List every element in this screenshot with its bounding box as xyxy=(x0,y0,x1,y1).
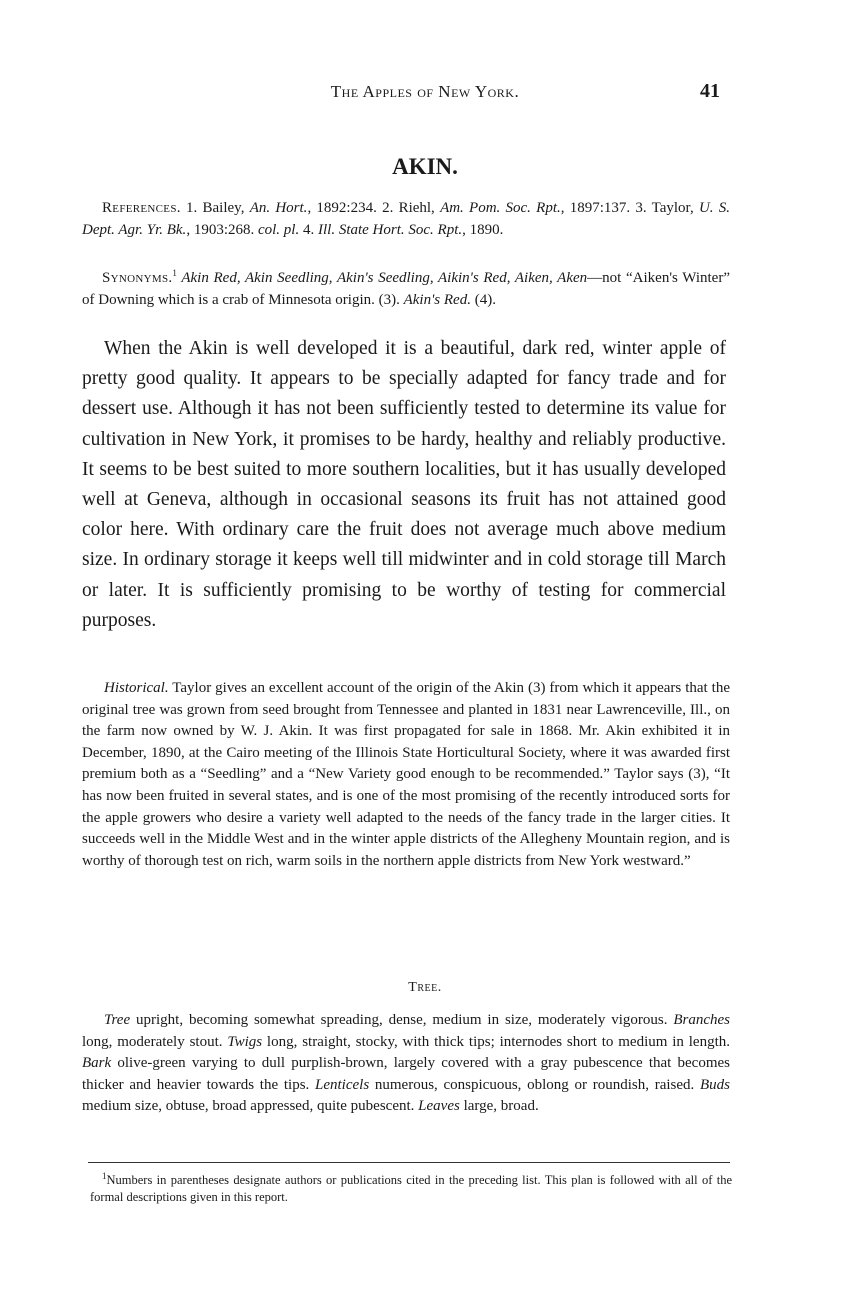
synonym-note: —not “Aiken's Winter” of Downing which is a crab of Minnesota origin. (3). xyxy=(82,270,730,308)
tree-text-segment: upright, becoming somewhat spreading, dense, medium in size, moderately vigorous. xyxy=(130,1012,674,1028)
historical-block xyxy=(82,678,730,872)
tree-text xyxy=(82,1010,730,1118)
tree-term: Tree xyxy=(104,1012,131,1028)
tree-term: Branches xyxy=(673,1012,730,1028)
page-number: 41 xyxy=(700,80,720,102)
historical-text: Taylor gives an excellent account of the origin of the Akin (3) from which it appears that the original tree was grown from seed brought from Tennessee and planted in 1831 near Lawrenceville, Ill., on the farm now owned by W. J. Akin. It was first propagated for sale in 1868. Mr. Akin exhibited it in December, 1890, at the Cairo meeting of the Illinois State Horticultural Society, where it was awarded first premium both as a “Seedling” and a “New Variety good enough to be recommended.” Taylor says (3), “It has now been fruited in several states, and is one of the most promising of the recently introduced sorts for the apple growers who desire a variety well adapted to the needs of the fancy trade in the larger cities. It succeeds well in the Middle West and in the winter apple districts of the Allegheny Mountain region, and is worthy of thorough test on rich, warm soils in the northern apple districts from New York westward.” xyxy=(82,680,730,869)
tree-term: Buds xyxy=(700,1076,730,1093)
footnote-rule xyxy=(88,1162,730,1163)
tree-text-segment: medium size, obtuse, broad appressed, quite pubescent. xyxy=(82,1098,419,1115)
synonym-last: Akin's Red. xyxy=(403,291,471,308)
synonym-ref: (4). xyxy=(470,291,496,308)
ref-text: , 1890. xyxy=(462,221,504,238)
tree-heading: Tree. xyxy=(408,980,442,995)
ref-title: Am. Pom. Soc. Rpt. xyxy=(440,200,561,216)
footnote-mark: 1 xyxy=(172,268,177,278)
ref-title: col. pl. xyxy=(257,221,300,238)
tree-term: Lenticels xyxy=(315,1076,370,1093)
footnote-number: 1 xyxy=(102,1171,107,1181)
tree-text-segment: olive-green varying to dull purplish-brown, largely covered with a gray pubescence that becomes thicker and heavier towards the tips. xyxy=(82,1055,730,1093)
ref-text: , 1892:234. 2. Riehl, xyxy=(307,200,441,216)
ref-text: , 1897:137. 3. Taylor, xyxy=(560,200,699,216)
ref-title: An. Hort. xyxy=(249,200,308,216)
tree-text-segment: large, broad. xyxy=(459,1098,539,1115)
tree-text-segment: long, straight, stocky, with thick tips; internodes short to medium in length. xyxy=(262,1033,731,1050)
tree-term: Leaves xyxy=(418,1098,460,1115)
tree-text-segment: numerous, conspicuous, oblong or roundish, raised. xyxy=(369,1076,700,1093)
footnote-text: Numbers in parentheses designate authors or publications cited in the preceding list. This plan is followed with all of the formal descriptions given in this report. xyxy=(90,1173,732,1205)
synonyms-label: Synonyms. xyxy=(102,270,173,286)
footnote xyxy=(90,1168,732,1206)
running-head: The Apples of New York. xyxy=(330,82,520,101)
tree-text-segment: long, moderately stout. xyxy=(82,1033,228,1050)
ref-title: Ill. State Hort. Soc. Rpt. xyxy=(317,221,463,238)
references-block xyxy=(82,198,730,241)
ref-text: , 1903:268. xyxy=(186,221,258,238)
historical-label: Historical. xyxy=(104,680,169,696)
ref-text: 4. xyxy=(299,221,318,238)
variety-title: AKIN. xyxy=(392,154,458,179)
synonym-names: Akin Red, Akin Seedling, Akin's Seedling, Aikin's Red, Aiken, Aken xyxy=(176,270,588,286)
description-paragraph xyxy=(82,334,726,636)
ref-title: U. S. Dept. Agr. Yr. Bk. xyxy=(82,200,731,238)
ref-text: 1. Bailey, xyxy=(180,200,250,216)
tree-term: Bark xyxy=(82,1055,112,1072)
synonyms-block xyxy=(82,263,730,311)
tree-description xyxy=(82,1010,730,1118)
tree-term: Twigs xyxy=(227,1033,263,1050)
references-label: References. xyxy=(102,200,181,216)
description-text: When the Akin is well developed it is a beautiful, dark red, winter apple of pretty good quality. It appears to be specially adapted for fancy trade and for dessert use. Although it has not been sufficiently tested to determine its value for cultivation in New York, it promises to be hardy, healthy and reliably productive. It seems to be best suited to more southern localities, but it has usually developed well at Geneva, although in occasional seasons its fruit has not attained good color here. With ordinary care the fruit does not average much above medium size. In ordinary storage it keeps well till midwinter and in cold storage till March or later. It is sufficiently promising to be worthy of testing for commercial purposes. xyxy=(82,338,726,631)
